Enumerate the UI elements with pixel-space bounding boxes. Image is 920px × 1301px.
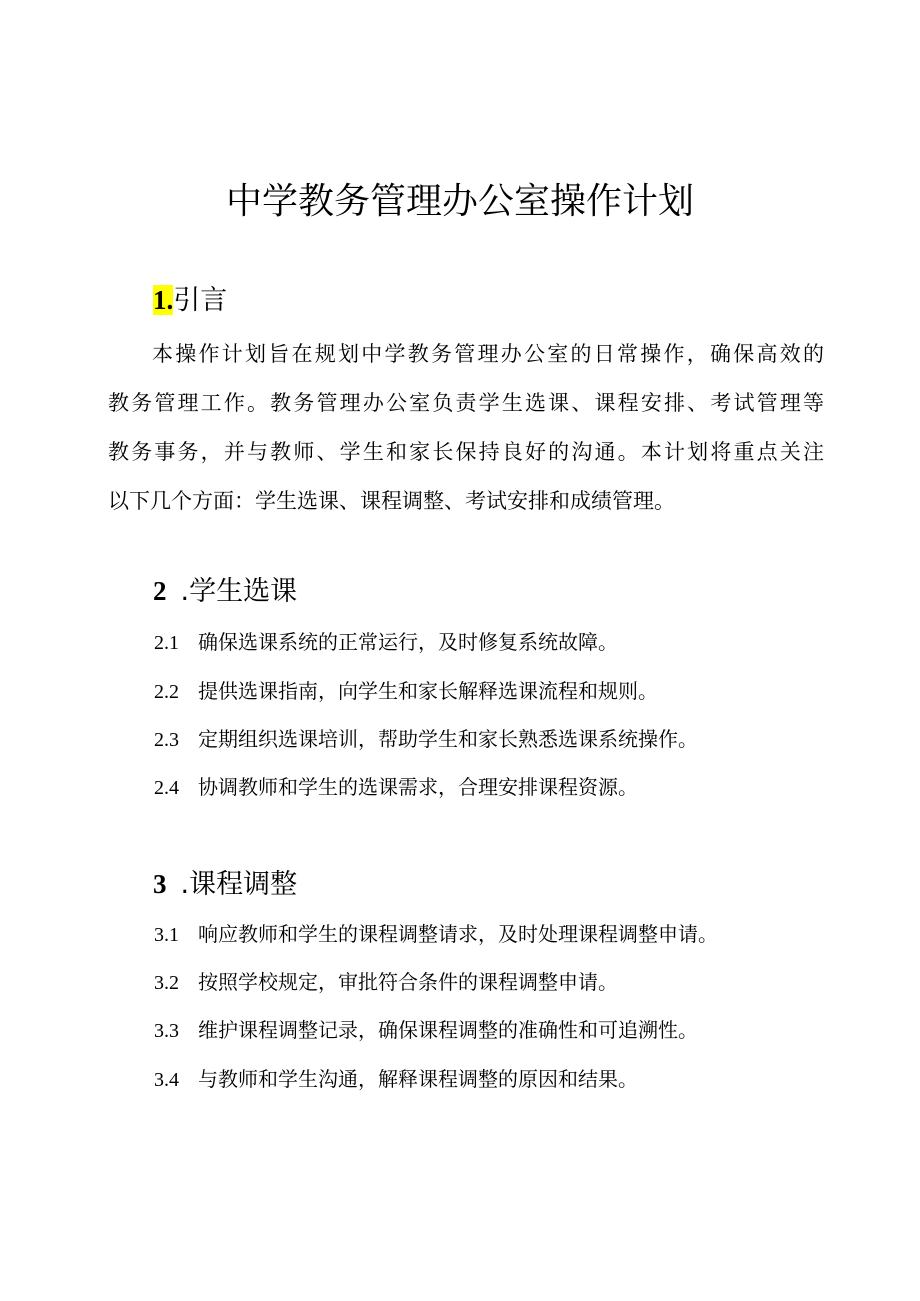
section-title: 引言 (173, 285, 228, 316)
paragraph-line: 教务管理工作。教务管理办公室负责学生选课、课程安排、考试管理等 (108, 391, 824, 415)
list-item-number: 3.4 (154, 1069, 179, 1091)
section-number: 3 (153, 869, 167, 899)
section-number: 1. (153, 285, 174, 315)
list-item-text: 协调教师和学生的选课需求，合理安排课程资源。 (198, 775, 638, 799)
list-item-text: 响应教师和学生的课程调整请求，及时处理课程调整申请。 (198, 922, 718, 946)
list-item-number: 3.1 (154, 924, 179, 946)
list-item-text: 确保选课系统的正常运行，及时修复系统故障。 (198, 630, 618, 654)
list-item-number: 3.2 (154, 972, 179, 994)
list-item-text: 按照学校规定，审批符合条件的课程调整申请。 (198, 970, 618, 994)
list-item (154, 676, 658, 707)
list-item-number: 2.3 (154, 729, 179, 751)
list-item (154, 919, 718, 950)
list-item-number: 2.4 (154, 777, 179, 799)
paragraph-line: 以下几个方面：学生选课、课程调整、考试安排和成绩管理。 (108, 489, 675, 513)
list-item-text: 与教师和学生沟通，解释课程调整的原因和结果。 (198, 1067, 638, 1091)
list-item (154, 772, 638, 803)
list-item (154, 1064, 638, 1095)
document-title: 中学教务管理办公室操作计划 (225, 181, 694, 222)
list-item (154, 967, 618, 998)
paragraph-line: 本操作计划旨在规划中学教务管理办公室的日常操作，确保高效的 (152, 342, 824, 366)
list-item-text: 维护课程调整记录，确保课程调整的准确性和可追溯性。 (198, 1018, 698, 1042)
list-item-number: 2.2 (154, 681, 179, 703)
section-heading-course-adjustment (153, 866, 297, 903)
list-item-number: 2.1 (154, 632, 179, 654)
list-item (154, 1015, 698, 1046)
section-title: .学生选课 (180, 576, 298, 607)
list-item (154, 627, 618, 658)
paragraph-line: 教务事务，并与教师、学生和家长保持良好的沟通。本计划将重点关注 (108, 440, 824, 464)
introduction-paragraph (108, 330, 824, 526)
list-item (154, 724, 698, 755)
section-heading-course-selection (153, 573, 297, 610)
list-item-text: 提供选课指南，向学生和家长解释选课流程和规则。 (198, 679, 658, 703)
section-title: .课程调整 (180, 869, 298, 900)
section-heading-introduction (153, 282, 227, 319)
list-item-text: 定期组织选课培训，帮助学生和家长熟悉选课系统操作。 (198, 727, 698, 751)
section-number: 2 (153, 576, 167, 606)
list-item-number: 3.3 (154, 1020, 179, 1042)
